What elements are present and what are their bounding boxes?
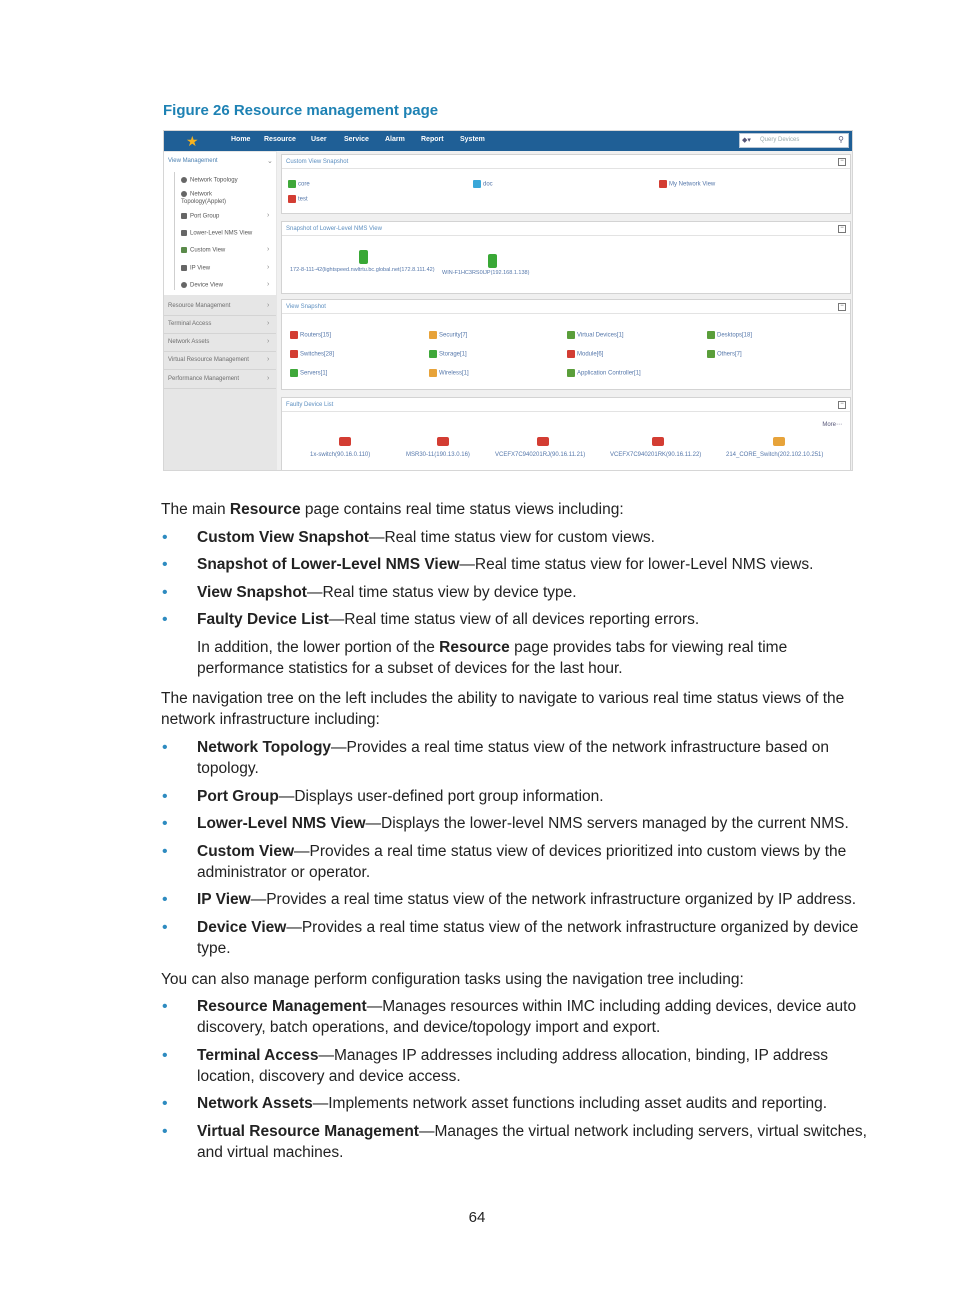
chevron-right-icon[interactable]: › — [267, 375, 270, 382]
sidebar-terminal-access[interactable]: Terminal Access — [168, 321, 212, 327]
faulty-device[interactable]: VCEFX7C940201RJ(90.16.11.21) — [495, 452, 586, 458]
sidebar-item-network-topology[interactable]: Network Topology — [181, 177, 238, 185]
custom-view-snapshot-panel — [281, 154, 851, 214]
panel-title: Snapshot of Lower-Level NMS View — [282, 222, 850, 236]
custom-view-icon — [181, 247, 187, 253]
view-desktops[interactable]: Desktops[18] — [707, 331, 752, 339]
lower-level-nms-panel — [281, 221, 851, 294]
application-controller-icon — [567, 369, 575, 377]
view-management-section — [164, 152, 276, 295]
view-icon — [659, 180, 667, 188]
router-icon — [290, 331, 298, 339]
faulty-device[interactable]: 214_CORE_Switch(202.102.10.251) — [726, 452, 824, 458]
view-others[interactable]: Others[7] — [707, 350, 742, 358]
sidebar-resource-management[interactable]: Resource Management — [168, 303, 231, 309]
figure-caption: Figure 26 Resource management page — [163, 102, 439, 119]
device-icon[interactable] — [773, 437, 785, 446]
config-intro-paragraph: You can also manage perform configuration tasks using the navigation tree including: — [161, 971, 744, 988]
query-devices-input[interactable] — [739, 133, 849, 148]
ip-view-icon — [181, 265, 187, 271]
sidebar-virtual-resource-management[interactable]: Virtual Resource Management — [168, 357, 249, 363]
chevron-right-icon[interactable]: › — [267, 281, 270, 288]
view-virtual-devices[interactable]: Virtual Devices[1] — [567, 331, 624, 339]
nav-home[interactable]: Home — [231, 136, 251, 143]
storage-icon — [429, 350, 437, 358]
view-servers[interactable]: Servers[1] — [290, 369, 327, 377]
globe-icon — [181, 191, 187, 197]
nms-icon — [181, 230, 187, 236]
nms-server-win[interactable]: WIN-F1HC3RS0IJP(192.168.1.138) — [442, 270, 530, 276]
chevron-down-icon[interactable]: ⌄ — [267, 158, 273, 165]
sidebar-item-device-view[interactable]: Device View — [181, 282, 223, 290]
chevron-right-icon[interactable]: › — [267, 320, 270, 327]
view-icon — [288, 180, 296, 188]
chevron-right-icon[interactable]: › — [267, 338, 270, 345]
page-number: 64 — [468, 1209, 486, 1226]
addition-paragraph: In addition, the lower portion of the Resource page provides tabs for viewing real time performance statistics for a subset of devices for the last hour. — [197, 639, 788, 677]
custom-view-test[interactable]: test — [288, 195, 308, 203]
faulty-device[interactable]: VCEFX7C940201RK(90.16.11.22) — [610, 452, 702, 458]
nav-user[interactable]: User — [311, 136, 327, 143]
chevron-right-icon[interactable]: › — [267, 264, 270, 271]
bullet-icon: • — [162, 739, 168, 756]
port-group-icon — [181, 213, 187, 219]
device-icon[interactable] — [339, 437, 351, 446]
faulty-device[interactable]: 1x-switch(90.16.0.110) — [310, 452, 371, 458]
server-icon — [290, 369, 298, 377]
nms-server-icon[interactable] — [488, 254, 497, 268]
chevron-right-icon[interactable]: › — [267, 356, 270, 363]
bullet-icon: • — [162, 998, 168, 1015]
faulty-device-list-panel — [281, 397, 851, 471]
sidebar-item-network-topology-applet[interactable]: Network Topology(Applet) — [181, 191, 227, 205]
sidebar-performance-management[interactable]: Performance Management — [168, 376, 240, 382]
faulty-device[interactable]: MSR30-11(190.13.0.16) — [406, 452, 470, 458]
custom-view-core[interactable]: core — [288, 180, 310, 188]
view-switches[interactable]: Switches[28] — [290, 350, 334, 358]
bullet-icon: • — [162, 611, 168, 628]
nav-report[interactable]: Report — [421, 136, 444, 143]
sidebar-item-lower-level-nms-view[interactable]: Lower-Level NMS View — [181, 230, 252, 238]
collapse-icon[interactable]: − — [838, 225, 846, 233]
sidebar-view-management[interactable]: View Management — [168, 158, 218, 164]
nav-system[interactable]: System — [460, 136, 485, 143]
collapse-icon[interactable]: − — [838, 158, 846, 166]
view-routers[interactable]: Routers[15] — [290, 331, 331, 339]
view-security[interactable]: Security[7] — [429, 331, 467, 339]
switch-icon — [290, 350, 298, 358]
globe-icon — [181, 177, 187, 183]
sidebar-item-port-group[interactable]: Port Group — [181, 213, 219, 221]
nav-service[interactable]: Service — [344, 136, 369, 143]
nav-resource[interactable]: Resource — [264, 136, 296, 143]
bullet-icon: • — [162, 919, 168, 936]
divider — [164, 388, 276, 389]
nms-server-172-8-111-42[interactable]: 172-8-111-42(lightspeed.nwltrtu.bc.global.net(172.8.111.42) — [290, 267, 435, 273]
navigation-sidebar — [164, 151, 277, 471]
intro-paragraph: The main Resource page contains real time status views including: — [161, 501, 624, 518]
divider — [164, 333, 276, 334]
device-type-icon[interactable]: ◆▾ — [742, 137, 751, 144]
bullet-icon: • — [162, 843, 168, 860]
view-application-controller[interactable]: Application Controller[1] — [567, 369, 641, 377]
device-view-icon — [181, 282, 187, 288]
sidebar-network-assets[interactable]: Network Assets — [168, 339, 210, 345]
custom-view-my-network-view[interactable]: My Network View — [659, 180, 715, 188]
view-icon — [288, 195, 296, 203]
view-icon — [473, 180, 481, 188]
search-icon[interactable]: ⚲ — [838, 135, 844, 144]
nav-intro-paragraph: The navigation tree on the left includes the ability to navigate to various real time status views of the network infrastructure including: — [161, 690, 845, 728]
chevron-right-icon[interactable]: › — [267, 302, 270, 309]
bullet-icon: • — [162, 1047, 168, 1064]
sidebar-item-ip-view[interactable]: IP View — [181, 265, 210, 273]
custom-view-doc[interactable]: doc — [473, 180, 493, 188]
chevron-right-icon[interactable]: › — [267, 212, 270, 219]
bullet-icon: • — [162, 1095, 168, 1112]
panel-title: View Snapshot — [282, 300, 850, 314]
top-navigation-bar — [164, 131, 853, 151]
bullet-icon: • — [162, 529, 168, 546]
panel-title: Faulty Device List — [282, 398, 850, 412]
bullet-icon: • — [162, 1123, 168, 1140]
bullet-icon: • — [162, 584, 168, 601]
divider — [164, 315, 276, 316]
virtual-device-icon — [567, 331, 575, 339]
divider — [164, 369, 276, 370]
favorite-star-icon[interactable]: ★ — [186, 133, 199, 149]
device-icon[interactable] — [537, 437, 549, 446]
sidebar-item-custom-view[interactable]: Custom View — [181, 247, 225, 255]
screenshot-figure — [163, 130, 853, 471]
search-placeholder: Query Devices — [760, 137, 800, 143]
chevron-right-icon[interactable]: › — [267, 246, 270, 253]
device-icon[interactable] — [652, 437, 664, 446]
divider — [164, 351, 276, 352]
more-link[interactable]: More⋯ — [822, 422, 842, 428]
collapse-icon[interactable]: − — [838, 401, 846, 409]
others-icon — [707, 350, 715, 358]
device-icon[interactable] — [437, 437, 449, 446]
panel-title: Custom View Snapshot — [282, 155, 850, 169]
collapse-icon[interactable]: − — [838, 303, 846, 311]
bullet-icon: • — [162, 788, 168, 805]
nav-alarm[interactable]: Alarm — [385, 136, 405, 143]
security-icon — [429, 331, 437, 339]
desktop-icon — [707, 331, 715, 339]
bullet-icon: • — [162, 556, 168, 573]
view-wireless[interactable]: Wireless[1] — [429, 369, 469, 377]
wireless-icon — [429, 369, 437, 377]
tree-line — [174, 172, 175, 290]
bullet-icon: • — [162, 815, 168, 832]
view-storage[interactable]: Storage[1] — [429, 350, 467, 358]
module-icon — [567, 350, 575, 358]
view-module[interactable]: Module[6] — [567, 350, 603, 358]
bullet-icon: • — [162, 891, 168, 908]
view-snapshot-panel — [281, 299, 851, 390]
nms-server-icon[interactable] — [359, 250, 368, 264]
